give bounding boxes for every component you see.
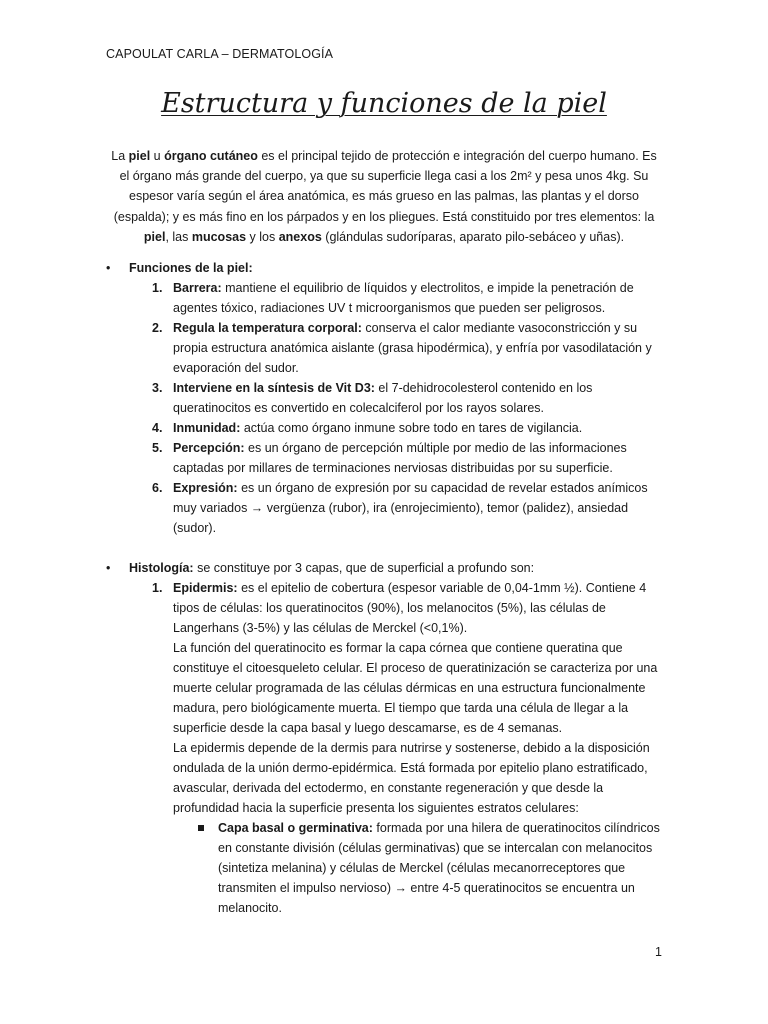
item-text: es el epitelio de cobertura (espesor variable de 0,04-1mm ½). Contiene 4 tipos de células: los queratinocitos (90%), los melanocitos (5%), las células de Langerhans (3-5%) y las células de Merckel (<0,1%). xyxy=(173,581,647,635)
intro-bold: mucosas xyxy=(191,229,247,244)
functions-heading-text: Funciones de la piel: xyxy=(129,261,253,275)
list-item xyxy=(106,378,666,418)
functions-heading xyxy=(106,258,666,278)
list-number: 1. xyxy=(152,581,163,595)
item-text: mantiene el equilibrio de líquidos y electrolitos, e impide la penetración de agentes tóxico, radiaciones UV t microorganismos que pueden ser peligrosos. xyxy=(173,281,634,315)
functions-section xyxy=(106,258,666,538)
histology-heading-bold: Histología: xyxy=(129,561,194,575)
intro-text: u xyxy=(150,149,165,163)
item-title: Inmunidad: xyxy=(173,421,241,435)
list-item xyxy=(106,438,666,478)
page-title: Estructura y funciones de la piel xyxy=(161,88,607,119)
functions-list xyxy=(106,278,666,538)
item-title: Barrera: xyxy=(173,281,222,295)
item-title: Interviene en la síntesis de Vit D3: xyxy=(173,381,375,395)
intro-text: y los xyxy=(246,229,279,244)
intro-text: (glándulas sudoríparas, aparato pilo-sebáceo y uñas). xyxy=(321,229,625,244)
list-item-epidermis xyxy=(106,578,666,818)
bullet-icon: • xyxy=(106,261,111,275)
item-title: Expresión: xyxy=(173,481,238,495)
item-title: Regula la temperatura corporal: xyxy=(173,321,362,335)
page-header: CAPOULAT CARLA – DERMATOLOGÍA xyxy=(106,47,334,61)
stratum-text: formada por una hilera de queratinocitos cilíndricos en constante división (células germinativas) que se intercalan con melanocitos (sintetiza melanina) y células de Merckel (células mecanorreceptores que transmiten el impulso nervioso) → entre 4-5 queratinocitos se encuentra un melanocito. xyxy=(218,821,660,915)
list-number: 3. xyxy=(152,381,163,395)
list-number: 5. xyxy=(152,441,163,455)
strata-list xyxy=(106,818,666,918)
epidermis-paragraph: La epidermis depende de la dermis para nutrirse y sostenerse, debido a la disposición ondulada de la unión dermo-epidérmica. Está formada por epitelio plano estratificado, avascular, derivada del ectodermo, en constante regeneración y que desde la profundidad hacia la superficie presenta los siguientes estratos celulares: xyxy=(173,741,650,815)
intro-bold: piel xyxy=(128,149,151,163)
item-text: actúa como órgano inmune sobre todo en tares de vigilancia. xyxy=(240,421,583,435)
list-number: 4. xyxy=(152,421,163,435)
intro-bold: órgano cutáneo xyxy=(164,149,258,163)
intro-paragraph xyxy=(106,146,662,247)
histology-heading-text: se constituye por 3 capas, que de superficial a profundo son: xyxy=(193,561,535,575)
epidermis-paragraph: La función del queratinocito es formar la capa córnea que contiene queratina que constituye el citoesqueleto celular. El proceso de queratinización se caracteriza por una muerte celular programada de las células dérmicas en una estructura funcionalmente madura, pero biológicamente muerta. El tiempo que tarda una célula de llegar a la superficie desde la capa basal y luego descamarse, es de 4 semanas. xyxy=(173,641,658,735)
item-text: es un órgano de percepción múltiple por medio de las informaciones captadas por millares de terminaciones nerviosas distribuidas por su superficie. xyxy=(173,441,627,475)
item-text: es un órgano de expresión por su capacidad de revelar estados anímicos muy variados → vergüenza (rubor), ira (enrojecimiento), temor (palidez), ansiedad (sudor). xyxy=(173,481,648,535)
histology-section xyxy=(106,558,666,918)
item-title: Epidermis: xyxy=(173,581,238,595)
intro-text: es el principal tejido de protección e integración del cuerpo humano. Es el órgano más grande del cuerpo, ya que su superficie llega casi a los 2m² y pesa unos 4kg. Su espesor varía según el área anatómica, es más grueso en las palmas, las plantas y el dorso (espalda); y es más fino en los párpados y en los pliegues. Está constituido por tres elementos: la xyxy=(113,149,657,224)
list-number: 6. xyxy=(152,481,163,495)
list-number: 2. xyxy=(152,321,163,335)
intro-bold: piel xyxy=(143,229,166,244)
list-number: 1. xyxy=(152,281,163,295)
page-number: 1 xyxy=(655,945,662,959)
item-title: Percepción: xyxy=(173,441,245,455)
list-item xyxy=(106,478,666,538)
intro-text: , las xyxy=(165,229,192,244)
item-text: conserva el calor mediante vasoconstricción y su propia estructura anatómica aislante (grasa hipodérmica), y enfría por vasodilatación y evaporación del sudor. xyxy=(173,321,652,375)
intro-text: La xyxy=(111,149,129,163)
square-bullet-icon xyxy=(198,825,204,831)
item-text: el 7-dehidrocolesterol contenido en los queratinocitos es convertido en colecalciferol por los rayos solares. xyxy=(173,381,593,415)
histology-heading xyxy=(106,558,666,578)
bullet-icon: • xyxy=(106,561,111,575)
intro-bold: anexos xyxy=(278,229,322,244)
list-item xyxy=(106,318,666,378)
list-item-stratum xyxy=(106,818,666,918)
histology-list xyxy=(106,578,666,818)
list-item xyxy=(106,278,666,318)
list-item xyxy=(106,418,666,438)
stratum-title: Capa basal o germinativa: xyxy=(218,821,373,835)
